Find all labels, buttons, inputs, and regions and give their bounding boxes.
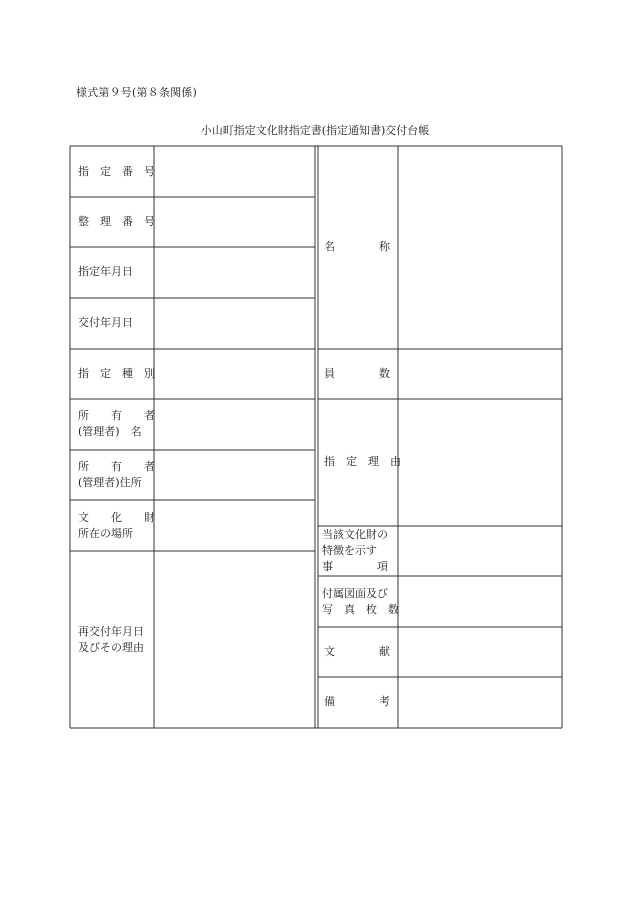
label-attachments-line1: 付属図面及び (322, 587, 388, 600)
label-owner-name (78, 408, 155, 440)
label-reissue-line1: 再交付年月日 (78, 625, 144, 638)
label-location-line2: 所在の場所 (78, 527, 133, 540)
value-location[interactable] (155, 501, 314, 550)
label-features-line3: 事 項 (322, 560, 388, 573)
label-owner-address-line2: (管理者)住所 (78, 476, 142, 489)
value-owner-name[interactable] (155, 400, 314, 449)
value-registration-number[interactable] (155, 198, 314, 246)
label-count: 員 数 (324, 367, 390, 380)
label-remarks: 備 考 (324, 695, 390, 708)
value-designation-reason[interactable] (399, 400, 561, 525)
value-issue-date[interactable] (155, 299, 314, 348)
label-features-line2: 特徴を示す (322, 544, 377, 557)
label-owner-name-line2: (管理者) 名 (78, 425, 142, 438)
label-owner-name-line1: 所 有 者 (78, 409, 155, 422)
document-title: 小山町指定文化財指定書(指定通知書)交付台帳 (200, 124, 430, 137)
label-location-line1: 文 化 財 (78, 511, 155, 524)
label-owner-address (78, 459, 155, 491)
form-number: 様式第９号(第８条関係) (76, 86, 197, 99)
label-designation-reason: 指 定 理 由 (324, 455, 401, 468)
value-designation-date[interactable] (155, 248, 314, 297)
label-name: 名 称 (324, 240, 390, 253)
label-features (322, 527, 388, 575)
label-owner-address-line1: 所 有 者 (78, 460, 155, 473)
label-location (78, 510, 155, 542)
value-reissue[interactable] (155, 552, 314, 727)
value-designation-type[interactable] (155, 350, 314, 398)
label-designation-type: 指 定 種 別 (78, 367, 155, 380)
label-features-line1: 当該文化財の (322, 528, 388, 541)
value-literature[interactable] (399, 628, 561, 676)
value-name[interactable] (399, 147, 561, 348)
label-registration-number: 整 理 番 号 (78, 215, 155, 228)
label-issue-date: 交付年月日 (78, 316, 133, 329)
label-attachments (322, 586, 399, 618)
value-designation-number[interactable] (155, 147, 314, 196)
value-attachments[interactable] (399, 577, 561, 626)
value-owner-address[interactable] (155, 451, 314, 499)
label-reissue-line2: 及びその理由 (78, 641, 144, 654)
label-reissue (78, 624, 144, 656)
label-designation-number: 指 定 番 号 (78, 165, 155, 178)
label-attachments-line2: 写 真 枚 数 (322, 603, 399, 616)
value-features[interactable] (399, 527, 561, 575)
label-designation-date: 指定年月日 (78, 265, 133, 278)
label-literature: 文 献 (324, 645, 390, 658)
value-remarks[interactable] (399, 678, 561, 727)
value-count[interactable] (399, 350, 561, 398)
